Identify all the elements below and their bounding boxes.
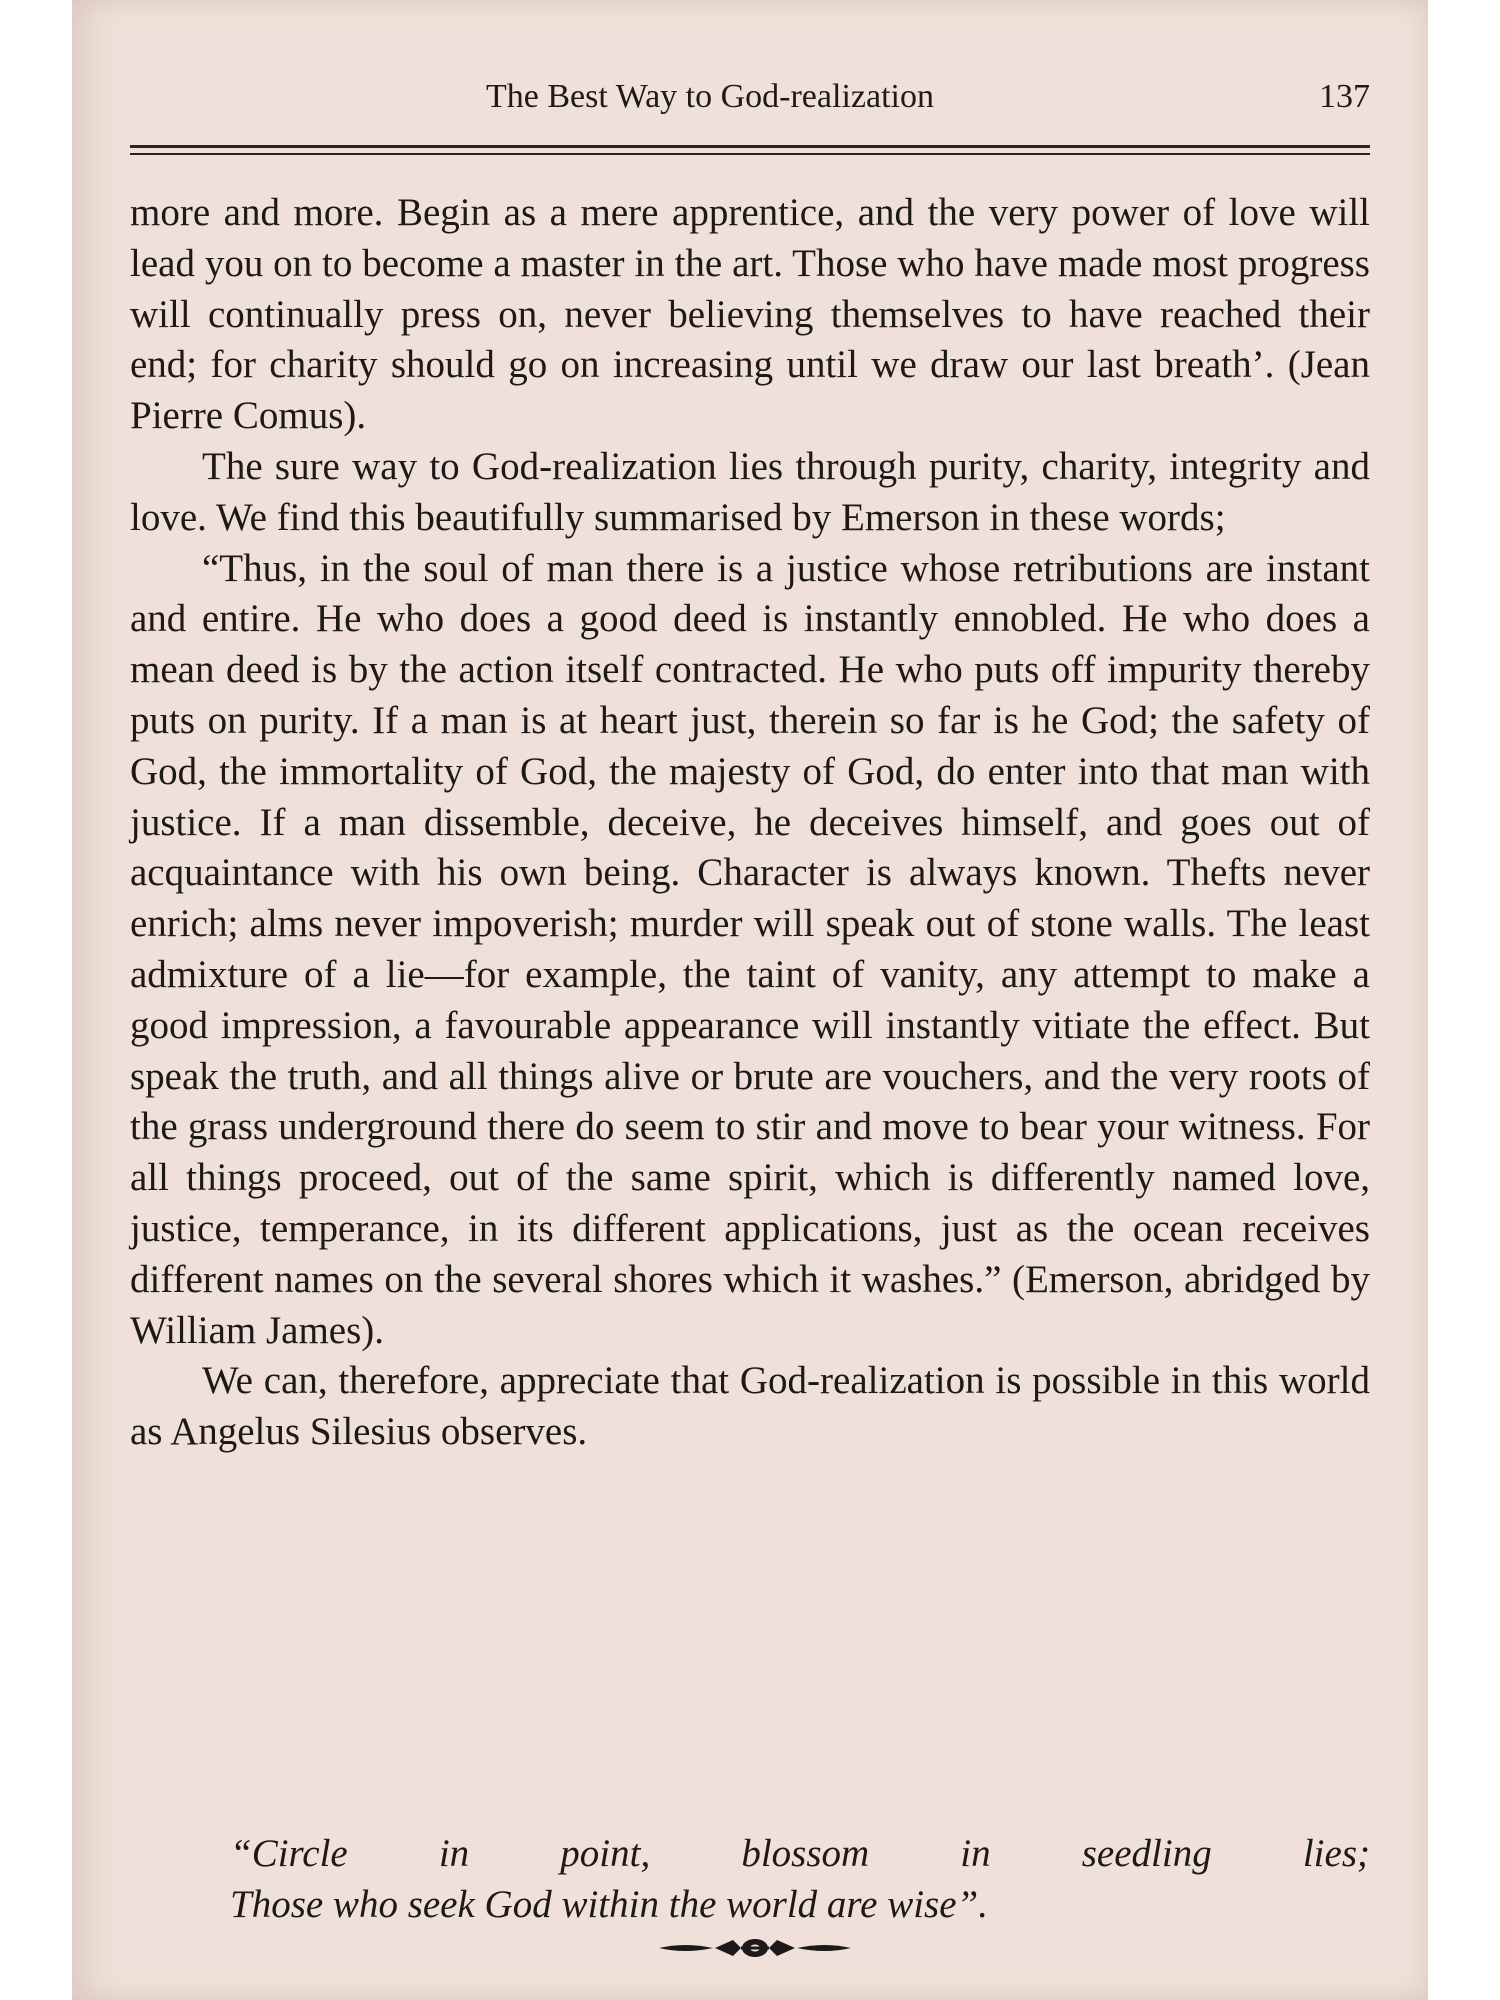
verse-line-2: Those who seek God within the world are wise”.	[230, 1882, 988, 1926]
header-rule-thick	[130, 145, 1370, 148]
paragraph-angelus-silesius: We can, therefore, appreciate that God-realization is possible in this world as Angelus Silesius observes.	[130, 1359, 1370, 1454]
verse-quotation	[230, 1829, 1370, 1931]
paragraph-emerson-quote: “Thus, in the soul of man there is a justice whose retributions are instant and entire. He who does a good deed is instantly ennobled. He who does a mean deed is by the action itself contracted. He who puts off impurity thereby puts on purity. If a man is at heart just, therein so far is he God; the safety of God, the immortality of God, the majesty of God, do enter into that man with justice. If a man dissemble, deceive, he deceives himself, and goes out of acquaintance with his own being. Character is always known. Thefts never enrich; alms never impoverish; murder will speak out of stone walls. The least admixture of a lie—for example, the taint of vanity, any attempt to make a good impression, a favourable appearance will instantly vitiate the effect. But speak the truth, and all things alive or brute are vouchers, and the very roots of the grass underground there do seem to stir and move to bear your witness. For all things proceed, out of the same spirit, which is differently named love, justice, temperance, in its different applications, just as the ocean receives different names on the several shores which it washes.” (Emerson, abridged by William James).	[130, 546, 1370, 1352]
header-rule-thin	[130, 153, 1370, 155]
running-title: The Best Way to God-realization	[486, 78, 934, 115]
paragraph-continuation: more and more. Begin as a mere apprentice, and the very power of love will lead you on to become a master in the art. Those who have made most progress will continually press on, never believing themselves to have reached their end; for charity should go on increasing until we draw our last breath’. (Jean Pierre Comus).	[130, 191, 1370, 438]
verse-line-1: “Circle in point, blossom in seedling lies;	[230, 1832, 1370, 1875]
paragraph-god-realization: The sure way to God-realization lies through purity, charity, integrity and love. We find this beautifully summarised by Emerson in these words;	[130, 444, 1370, 539]
page-header	[130, 78, 1370, 128]
ornament-divider-icon	[655, 1936, 855, 1960]
page-number: 137	[1319, 78, 1370, 115]
body-text	[130, 188, 1370, 1458]
